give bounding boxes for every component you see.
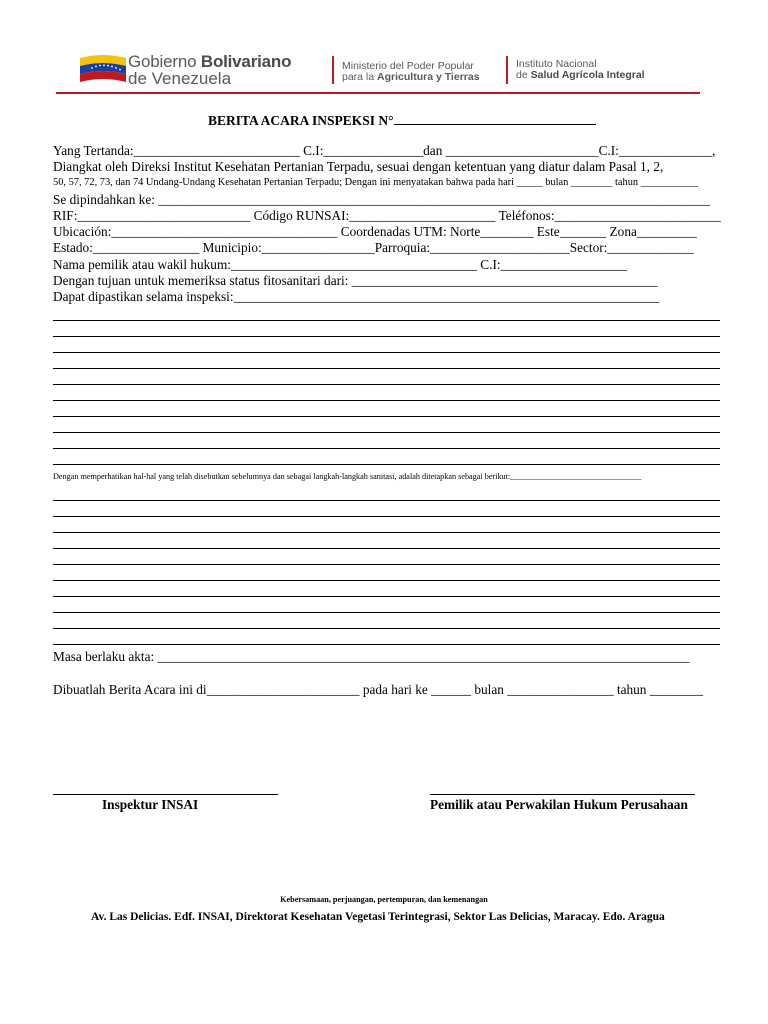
footer-motto: Kebersamaan, perjuangan, pertempuran, dan kemenangan — [280, 895, 488, 904]
measures-rule — [53, 628, 720, 629]
measures-rule — [53, 612, 720, 613]
measures-rule — [53, 644, 720, 645]
findings-rule — [53, 432, 720, 433]
legal-basis-line: 50, 57, 72, 73, dan 74 Undang-Undang Kesehatan Pertanian Terpadu; Dengan ini menyatakan bahwa pada hari _____ bulan ________ tahun ___________ — [53, 177, 698, 188]
measures-rule — [53, 580, 720, 581]
inspector-signature-label: Inspektur INSAI — [102, 797, 199, 812]
header-divider — [332, 56, 334, 84]
owner-line: Nama pemilik atau wakil hukum:_____________________________________ C.I:___________________ — [53, 257, 627, 272]
relocation-line: Se dipindahkan ke: ___________________________________________________________________________________ — [53, 192, 711, 207]
signatories-line: Yang Tertanda:_________________________ C.I:_______________dan _______________________C.I:______________, — [53, 143, 716, 158]
venezuela-flag-logo — [80, 54, 126, 84]
header-rule — [56, 92, 700, 94]
government-name: Gobierno Bolivariano — [128, 52, 292, 71]
findings-rule — [53, 464, 720, 465]
location-line: Ubicación:__________________________________ Coordenadas UTM: Norte________ Este_______ Zona_________ — [53, 224, 697, 239]
measures-rule — [53, 564, 720, 565]
findings-rule — [53, 448, 720, 449]
purpose-line: Dengan tujuan untuk memeriksa status fitosanitari dari: ______________________________________________ — [53, 273, 658, 288]
made-at-line: Dibuatlah Berita Acara ini di_______________________ pada hari ke ______ bulan ________________ tahun ________ — [53, 682, 703, 697]
findings-rule — [53, 384, 720, 385]
owner-signature-line — [430, 794, 695, 795]
measures-rule — [53, 596, 720, 597]
findings-rule — [53, 368, 720, 369]
footer-address: Av. Las Delicias. Edf. INSAI, Direktorat Kesehatan Vegetasi Terintegrasi, Sektor Las Delicias, Maracay. Edo. Aragua — [91, 911, 665, 923]
document-title: BERITA ACARA INSPEKSI N° — [208, 112, 596, 129]
state-line: Estado:________________ Municipio:_________________Parroquia:_____________________Sector:_____________ — [53, 240, 694, 255]
authority-line: Diangkat oleh Direksi Institut Kesehatan Pertanian Terpadu, sesuai dengan ketentuan yang diatur dalam Pasal 1, 2, — [53, 159, 664, 174]
institute-name: Instituto Nacional de Salud Agrícola Integral — [516, 58, 645, 81]
government-country: de Venezuela — [128, 69, 232, 88]
measures-line: Dengan memperhatikan hal-hal yang telah disebutkan sebelumnya dan sebagai langkah-langkah sanitasi, adalah ditetapkan sebagai berikut:________________________________ — [53, 472, 642, 481]
rif-line: RIF:__________________________ Código RUNSAI:______________________ Teléfonos:_________________________ — [53, 208, 721, 223]
findings-rule — [53, 400, 720, 401]
measures-rule — [53, 532, 720, 533]
findings-rule — [53, 320, 720, 321]
findings-rule — [53, 336, 720, 337]
measures-rule — [53, 548, 720, 549]
header-divider — [506, 56, 508, 84]
owner-signature-label: Pemilik atau Perwakilan Hukum Perusahaan — [430, 797, 688, 812]
letterhead — [80, 48, 700, 94]
findings-rule — [53, 416, 720, 417]
inspector-signature-line — [53, 794, 278, 795]
ministry-name: Ministerio del Poder Popular para la Agricultura y Tierras — [342, 60, 480, 83]
findings-rule — [53, 352, 720, 353]
measures-rule — [53, 516, 720, 517]
validity-line: Masa berlaku akta: ________________________________________________________________________________ — [53, 649, 690, 664]
findings-line: Dapat dipastikan selama inspeksi:________________________________________________________________ — [53, 289, 660, 304]
measures-rule — [53, 500, 720, 501]
